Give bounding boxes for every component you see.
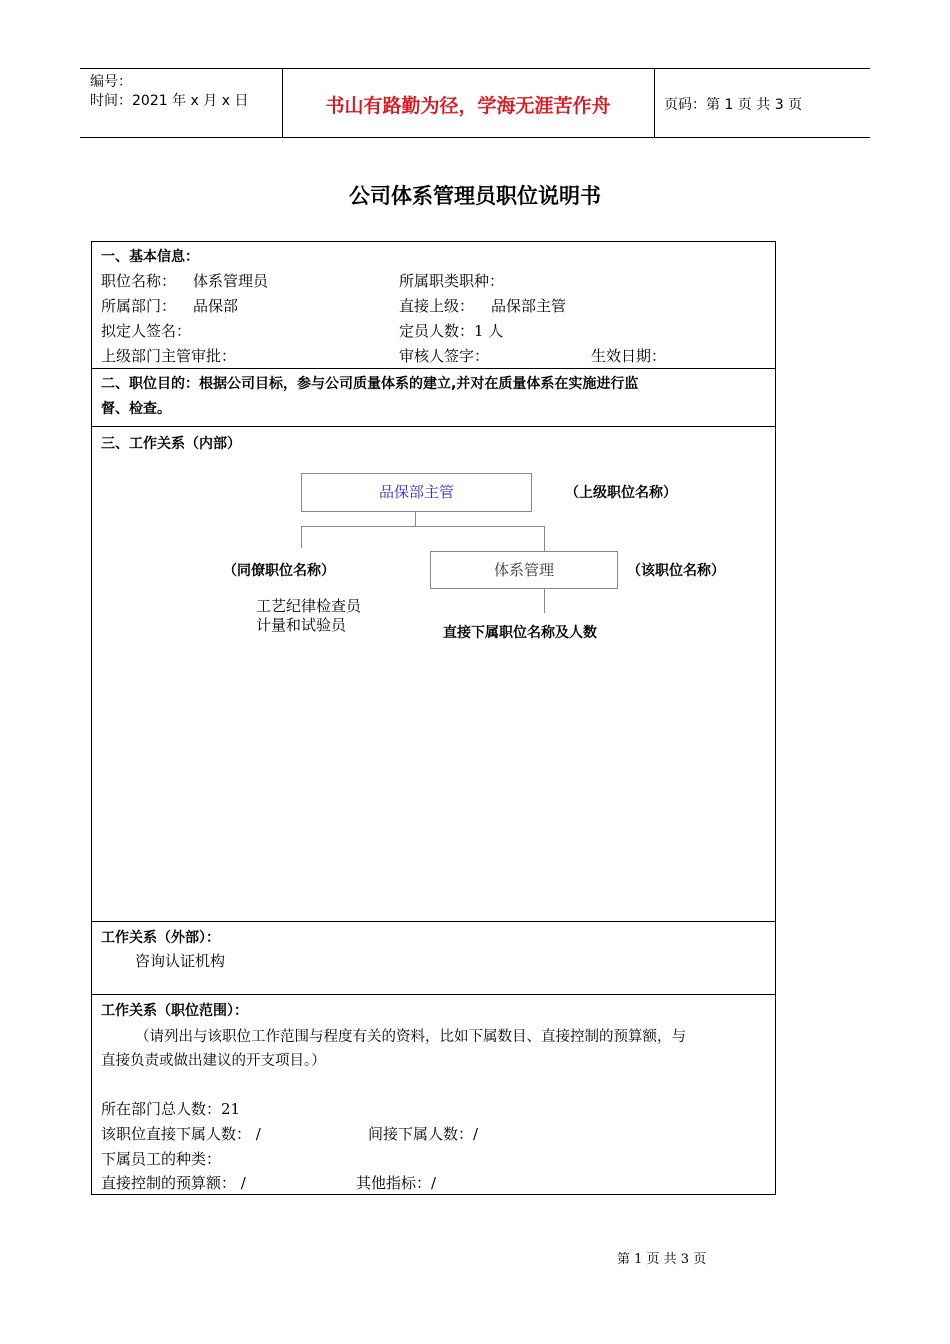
peer-item: 计量和试验员 [256, 616, 347, 634]
dept-approval-label: 上级部门主管审批： [101, 347, 237, 365]
section-divider [92, 426, 775, 427]
peer-item: 工艺纪律检查员 [256, 597, 362, 615]
scope-note-line2: 直接负责或做出建议的开支项目。） [101, 1053, 326, 1069]
superior-caption: （上级职位名称） [565, 485, 677, 501]
header-page-label: 页码：第 1 页 共 3 页 [664, 97, 803, 113]
connector-line [415, 511, 416, 526]
scope-heading: 工作关系（职位范围）： [101, 1003, 248, 1019]
supervisor-label: 直接上级： [399, 297, 475, 315]
peer-list [256, 597, 361, 635]
job-description-form [91, 241, 776, 1195]
indirect-subordinates: 间接下属人数：/ [368, 1125, 479, 1143]
section-divider [92, 921, 775, 922]
effective-date-label: 生效日期： [591, 347, 667, 365]
time-label: 时间：2021 年 x 月 x 日 [90, 93, 249, 109]
headcount-label: 定员人数：1 人 [399, 322, 504, 340]
external-value: 咨询认证机构 [135, 952, 226, 970]
page-footer: 第 1 页 共 3 页 [617, 1252, 707, 1267]
self-box [430, 551, 618, 589]
self-caption: （该职位名称） [627, 563, 725, 579]
peer-caption: （同僚职位名称） [223, 563, 335, 579]
section3-heading: 三、工作关系（内部） [101, 436, 241, 452]
connector-line [544, 526, 545, 551]
subordinate-types: 下属员工的种类： [101, 1150, 222, 1168]
drafter-label: 拟定人签名： [101, 322, 192, 340]
department-value: 品保部 [193, 297, 239, 315]
header-meta [90, 73, 248, 111]
self-box-label: 体系管理 [493, 561, 554, 579]
department-label: 所属部门： [101, 297, 177, 315]
section2-line2: 督、检查。 [101, 401, 171, 417]
connector-line [301, 526, 545, 527]
superior-box-label: 品保部主管 [378, 483, 454, 501]
subordinate-caption: 直接下属职位名称及人数 [443, 625, 597, 641]
number-label: 编号： [90, 74, 132, 90]
position-name-label: 职位名称： [101, 272, 177, 290]
section-divider [92, 368, 775, 369]
scope-note-line1: （请列出与该职位工作范围与程度有关的资料，比如下属数目、直接控制的预算额，与 [135, 1029, 686, 1045]
header-divider [654, 69, 655, 137]
section2-line1: 二、职位目的：根据公司目标，参与公司质量体系的建立,并对在质量体系在实施进行监 [101, 376, 639, 392]
dept-total: 所在部门总人数：21 [101, 1100, 241, 1118]
direct-subordinates: 该职位直接下属人数： / [101, 1125, 261, 1143]
other-indicators: 其他指标：/ [356, 1174, 437, 1192]
connector-line [301, 526, 302, 548]
section1-heading: 一、基本信息： [101, 249, 199, 265]
reviewer-label: 审核人签字： [399, 347, 490, 365]
section-divider [92, 994, 775, 995]
external-heading: 工作关系（外部）： [101, 930, 220, 946]
header-motto: 书山有路勤为径，学海无涯苦作舟 [325, 95, 611, 117]
position-name-value: 体系管理员 [193, 272, 269, 290]
document-header [80, 68, 870, 138]
superior-box [301, 473, 532, 512]
supervisor-value: 品保部主管 [491, 297, 567, 315]
page-title: 公司体系管理员职位说明书 [349, 184, 601, 208]
job-category-label: 所属职类职种： [399, 272, 505, 290]
budget: 直接控制的预算额： / [101, 1174, 246, 1192]
connector-line [544, 589, 545, 613]
